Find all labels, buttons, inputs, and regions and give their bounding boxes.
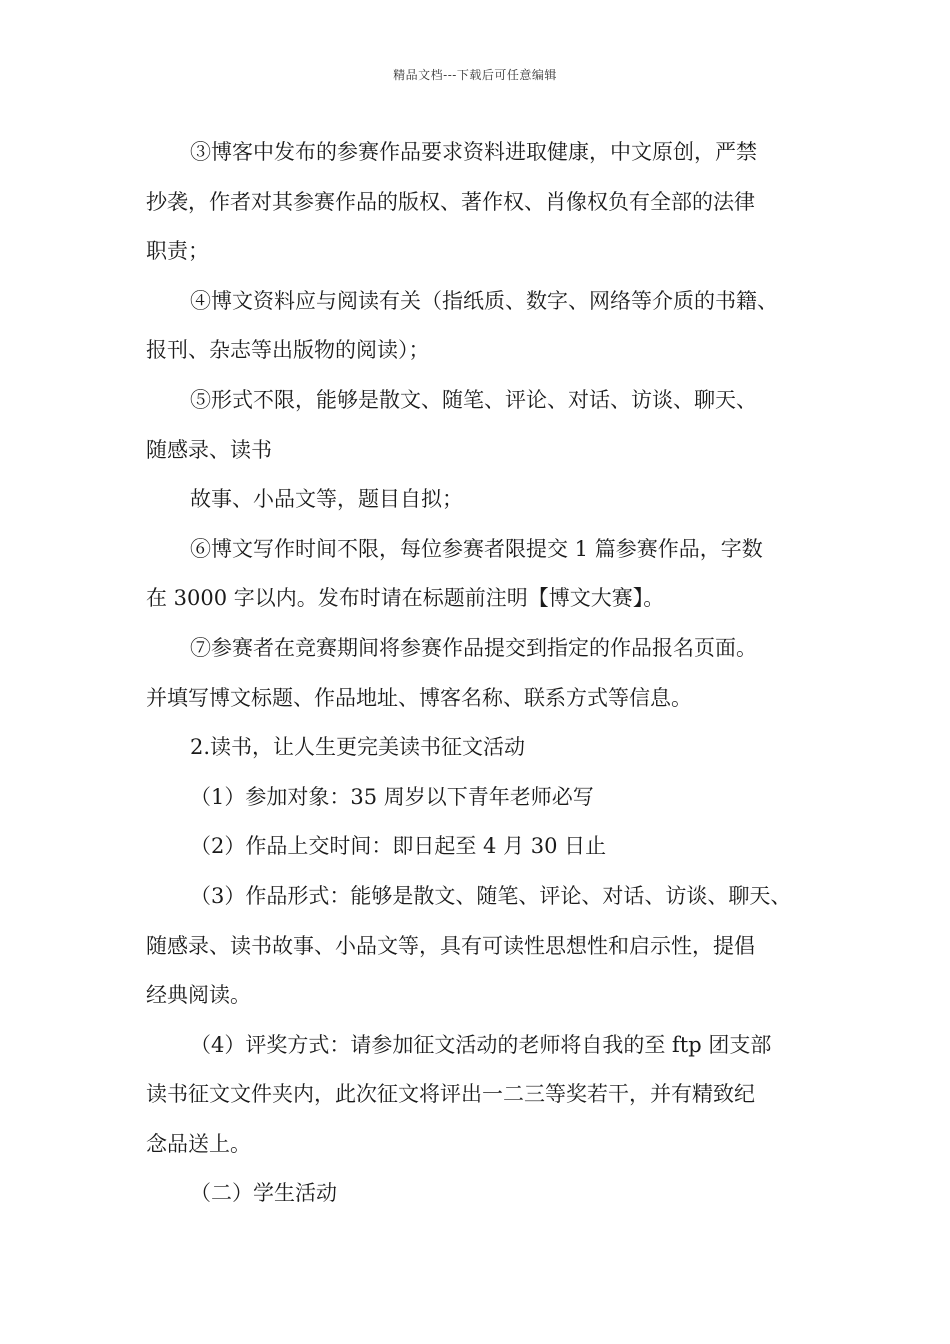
paragraph-line: 并填写博文标题、作品地址、博客名称、联系方式等信息。: [146, 685, 692, 710]
page-header: 精品文档---下载后可任意编辑: [393, 68, 557, 82]
paragraph-line: 经典阅读。: [146, 983, 251, 1008]
section-heading: （二）学生活动: [190, 1181, 337, 1206]
paragraph-line: ⑦参赛者在竞赛期间将参赛作品提交到指定的作品报名页面。: [190, 635, 757, 660]
paragraph-line: 念品送上。: [146, 1131, 251, 1156]
paragraph-line: 读书征文文件夹内，此次征文将评出一二三等奖若干，并有精致纪: [146, 1082, 755, 1107]
paragraph-line: 职责；: [146, 239, 209, 264]
list-item: （2）作品上交时间：即日起至 4 月 30 日止: [190, 834, 607, 859]
paragraph-line: ⑤形式不限，能够是散文、随笔、评论、对话、访谈、聊天、: [190, 387, 757, 412]
paragraph-line: 在 3000 字以内。发布时请在标题前注明【博文大赛】。: [146, 586, 665, 611]
document-body: [146, 128, 836, 1219]
list-item: （1）参加对象：35 周岁以下青年老师必写: [190, 784, 594, 809]
paragraph-line: 抄袭，作者对其参赛作品的版权、著作权、肖像权负有全部的法律: [146, 189, 755, 214]
paragraph-line: 随感录、读书故事、小品文等，具有可读性思想性和启示性，提倡: [146, 933, 755, 958]
paragraph-line: 报刊、杂志等出版物的阅读）；: [146, 338, 430, 363]
paragraph-line: 故事、小品文等，题目自拟；: [190, 487, 463, 512]
paragraph-line: ③博客中发布的参赛作品要求资料进取健康，中文原创，严禁: [190, 140, 757, 164]
section-heading: 2.读书，让人生更完美读书征文活动: [190, 735, 526, 760]
list-item: （4）评奖方式：请参加征文活动的老师将自我的至 ftp 团支部: [190, 1032, 772, 1057]
paragraph-line: ⑥博文写作时间不限，每位参赛者限提交 1 篇参赛作品，字数: [190, 536, 763, 561]
list-item: （3）作品形式：能够是散文、随笔、评论、对话、访谈、聊天、: [190, 883, 792, 908]
paragraph-line: ④博文资料应与阅读有关（指纸质、数字、网络等介质的书籍、: [190, 288, 778, 313]
paragraph-line: 随感录、读书: [146, 437, 272, 462]
